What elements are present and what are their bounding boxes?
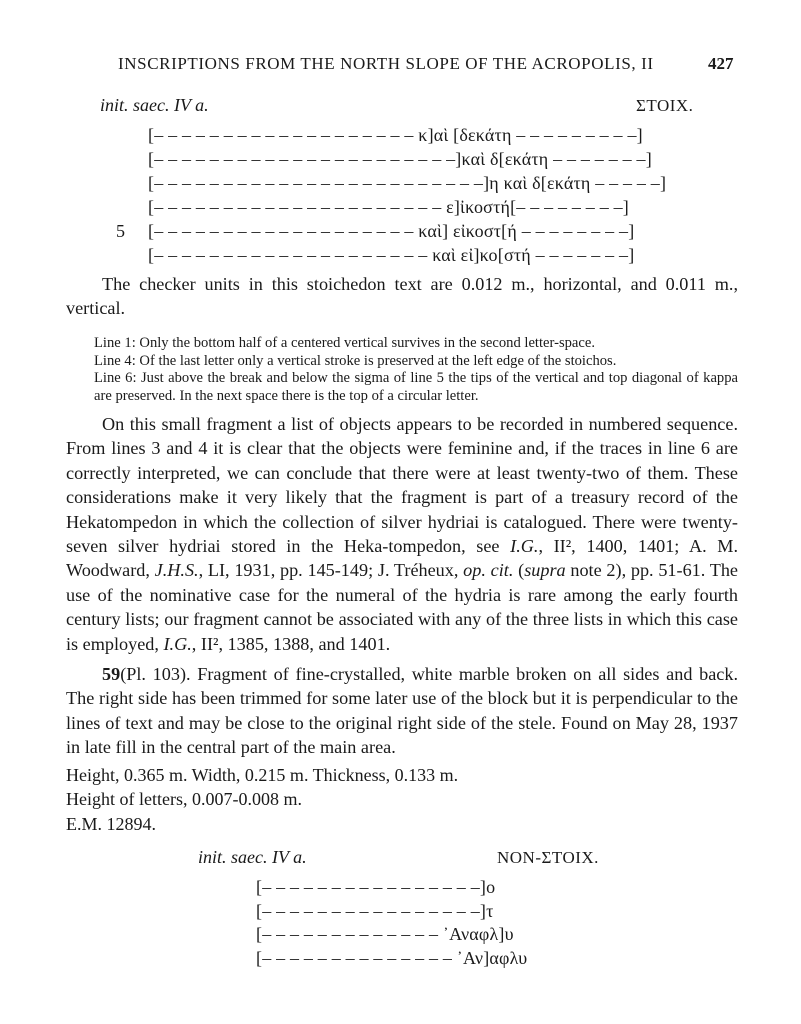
epigraphic-notes	[94, 335, 738, 405]
line-text: [– – – – – – – – – – – – – – – – – – – – – – – –]η καὶ δ[εκάτη – – – – –]	[148, 173, 667, 193]
plate-reference: (Pl. 103).	[120, 664, 191, 684]
measurements	[66, 763, 458, 836]
citation-jhs: J.H.S.	[154, 560, 199, 581]
inscription-line: [– – – – – – – – – – – – – – ᾽Αν]αφλυ	[256, 947, 528, 968]
inscription-line: [– – – – – – – – – – – – – – – –]ο	[256, 877, 496, 897]
citation-ig: I.G.	[163, 633, 192, 654]
description-text	[66, 662, 738, 760]
citation-ig: I.G.	[510, 536, 539, 557]
commentary-paragraph	[66, 412, 738, 656]
commentary-span: (	[513, 560, 525, 581]
commentary-span: , II², 1385, 1388, and 1401.	[191, 633, 391, 654]
inscription-line	[148, 147, 666, 171]
description-body: Fragment of fine-crystalled, white marble broken on all sides and back. The right side has been trimmed for some later use of the block but it is perpendicular to the lines of text and may be close to the original right side of the stele. Found on May 28, 1937 in late fill in the central part of the main area.	[66, 664, 738, 758]
citation-opcit: op. cit.	[463, 560, 514, 581]
line-number: 5	[116, 221, 126, 241]
line-text: [– – – – – – – – – – – – – – – – – – – καὶ] εἰκοστ[ή – – – – – – – –]	[148, 221, 635, 241]
inscription-58-text	[116, 123, 667, 267]
note-label: Line 6:	[94, 370, 137, 387]
inscription-line	[148, 123, 666, 147]
note-text: Of the last letter only a vertical stroke is preserved at the left edge of the stoichos.	[139, 352, 617, 369]
commentary-span: note 2), pp. 51-61. The use of the nominative case for the numeral of the hydria is rare among the early fourth century lists; our fragment cannot be associated with any of the three lists in which this case is employed,	[66, 560, 738, 654]
inscription-line	[116, 219, 666, 243]
note-label: Line 1:	[94, 335, 136, 351]
stoichedon-label-59: NON-ΣΤΟΙΧ.	[497, 848, 599, 867]
inscription-line	[148, 195, 666, 219]
note-text: Only the bottom half of a centered vertical survives in the second letter-space.	[139, 335, 595, 351]
note-line-6	[94, 370, 738, 405]
note-line-4	[94, 353, 738, 371]
museum-number: E.M. 12894.	[66, 813, 156, 834]
note-text: Just above the break and below the sigma of line 5 the tips of the vertical and top diagonal of kappa are preserved. In the next space there is the top of a circular letter.	[94, 370, 739, 404]
dateline-58: init. saec. IV a.	[100, 95, 209, 115]
page-number: 427	[708, 54, 734, 73]
inscription-line	[148, 171, 666, 195]
commentary-span: , II², 1400, 1401; A. M. Woodward,	[66, 536, 738, 581]
dateline-59: init. saec. IV a.	[198, 847, 307, 867]
running-title: INSCRIPTIONS FROM THE NORTH SLOPE OF THE ACROPOLIS, II	[118, 54, 654, 73]
commentary-span: , LI, 1931, pp. 145-149; J. Tréheux,	[198, 560, 464, 581]
note-line-1	[94, 335, 738, 353]
dimensions: Height, 0.365 m. Width, 0.215 m. Thickness, 0.133 m.	[66, 765, 459, 785]
line-text: [– – – – – – – – – – – – – – – – – – – – – –]καὶ δ[εκάτη – – – – – – –]	[148, 149, 652, 169]
line-text: [– – – – – – – – – – – – – – – – – – – – – ε]ἰκοστή[– – – – – – – –]	[148, 197, 630, 217]
description-59	[66, 662, 738, 760]
inscription-line: [– – – – – – – – – – – – – ᾽Αναφλ]υ	[256, 924, 514, 944]
line-text: [– – – – – – – – – – – – – – – – – – – – καὶ εἰ]κο[στή – – – – – – –]	[148, 245, 635, 265]
stoichedon-label-58: ΣΤΟΙΧ.	[636, 96, 694, 115]
commentary-text	[66, 412, 738, 656]
inscription-line: [– – – – – – – – – – – – – – – –]τ	[256, 900, 494, 921]
entry-number: 59	[102, 664, 121, 684]
letter-height: Height of letters, 0.007-0.008 m.	[66, 789, 302, 810]
checker-paragraph	[66, 272, 738, 321]
line-text: [– – – – – – – – – – – – – – – – – – – κ]αὶ [δεκάτη – – – – – – – – –]	[148, 125, 643, 145]
checker-text: The checker units in this stoichedon text are 0.012 m., horizontal, and 0.011 m., vertical.	[66, 274, 738, 319]
note-label: Line 4:	[94, 352, 136, 369]
inscription-59-text	[256, 876, 527, 970]
commentary-span: On this small fragment a list of objects appears to be recorded in numbered sequence. From lines 3 and 4 it is clear that the objects were feminine and, if the traces in line 6 are correctly interpreted, we can conclude that there were at least twenty-two of them. These considerations make it very likely that the fragment is part of a treasury record of the Hekatompedon in which the collection of silver hydriai is catalogued. There were twenty-seven silver hydriai stored in the Heka-tompedon, see	[66, 414, 738, 557]
inscription-line	[148, 243, 666, 267]
citation-supra: supra	[524, 560, 566, 581]
